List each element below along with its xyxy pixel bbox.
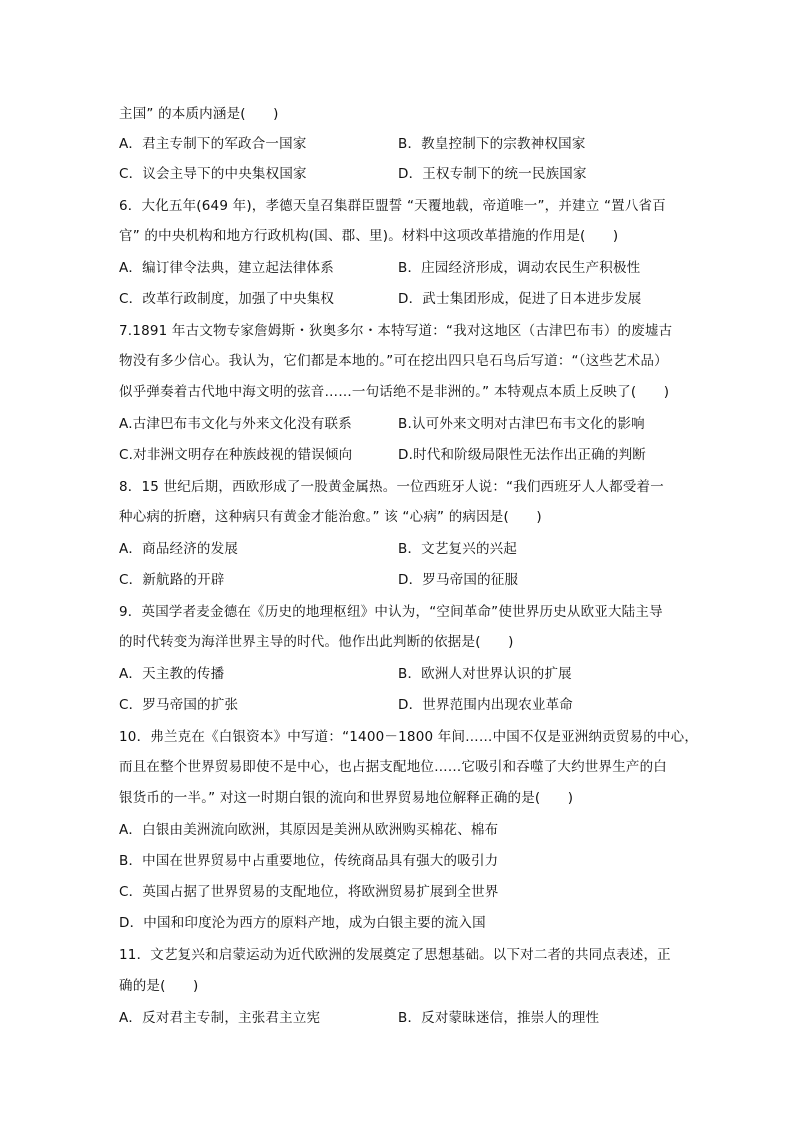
q5-option-a: A．君主专制下的军政合一国家 bbox=[119, 136, 307, 152]
q11-option-b: B．反对蒙昧迷信，推崇人的理性 bbox=[398, 1010, 600, 1026]
q9-option-c: C．罗马帝国的扩张 bbox=[119, 697, 239, 713]
q5-option-c: C．议会主导下的中央集权国家 bbox=[119, 166, 307, 182]
q9-stem-line: 9．英国学者麦金德在《历史的地理枢纽》中认为，“空间革命”使世界历史从欧亚大陆主导 bbox=[119, 604, 663, 620]
q10-option-c: C．英国占据了世界贸易的支配地位，将欧洲贸易扩展到全世界 bbox=[119, 884, 499, 900]
q5-option-b: B．教皇控制下的宗教神权国家 bbox=[398, 136, 586, 152]
q7-stem-line: 似乎弹奏着古代地中海文明的弦音……一句话绝不是非洲的。” 本特观点本质上反映了( ) bbox=[119, 384, 670, 400]
q7-stem-line: 物没有多少信心。我认为，它们都是本地的。”可在挖出四只皂石鸟后写道：“（这些艺术品） bbox=[119, 353, 668, 369]
q7-option-a: A.古津巴布韦文化与外来文化没有联系 bbox=[119, 416, 352, 432]
q8-option-b: B．文艺复兴的兴起 bbox=[398, 541, 518, 557]
q6-option-b: B．庄园经济形成，调动农民生产积极性 bbox=[398, 260, 641, 276]
q6-option-a: A．编订律令法典，建立起法律体系 bbox=[119, 260, 334, 276]
q10-stem-line: 银货币的一半。” 对这一时期白银的流向和世界贸易地位解释正确的是( ) bbox=[119, 790, 574, 806]
q5-stem-line: 主国” 的本质内涵是( ) bbox=[119, 106, 279, 122]
q10-option-d: D．中国和印度沦为西方的原料产地，成为白银主要的流入国 bbox=[119, 915, 486, 931]
q10-option-b: B．中国在世界贸易中占重要地位，传统商品具有强大的吸引力 bbox=[119, 853, 499, 869]
q5-option-d: D．王权专制下的统一民族国家 bbox=[398, 166, 587, 182]
q7-option-d: D.时代和阶级局限性无法作出正确的判断 bbox=[398, 447, 646, 463]
q7-stem-line: 7.1891 年古文物专家詹姆斯・狄奥多尔・本特写道：“我对这地区（古津巴布韦）的废墟古 bbox=[119, 323, 673, 339]
q8-stem-line: 种心病的折磨，这种病只有黄金才能治愈。” 该 “心病” 的病因是( ) bbox=[119, 509, 542, 525]
q10-option-a: A．白银由美洲流向欧洲，其原因是美洲从欧洲购买棉花、棉布 bbox=[119, 822, 499, 838]
q9-option-d: D．世界范围内出现农业革命 bbox=[398, 697, 573, 713]
q7-option-c: C.对非洲文明存在种族歧视的错误倾向 bbox=[119, 447, 353, 463]
q8-option-a: A．商品经济的发展 bbox=[119, 541, 239, 557]
q9-stem-line: 的时代转变为海洋世界主导的时代。他作出此判断的依据是( ) bbox=[119, 634, 514, 650]
q9-option-b: B．欧洲人对世界认识的扩展 bbox=[398, 666, 572, 682]
q11-option-a: A．反对君主专制，主张君主立宪 bbox=[119, 1010, 321, 1026]
q6-stem-line: 6．大化五年(649 年)，孝德天皇召集群臣盟誓 “天覆地载，帝道唯一”，并建立 “置八省百 bbox=[119, 198, 666, 214]
q6-option-d: D．武士集团形成，促进了日本进步发展 bbox=[398, 291, 642, 307]
q8-stem-line: 8．15 世纪后期，西欧形成了一股黄金属热。一位西班牙人说：“我们西班牙人人都受着一 bbox=[119, 479, 664, 495]
q11-stem-line: 确的是( ) bbox=[119, 978, 199, 994]
q10-stem-line: 而且在整个世界贸易即使不是中心，也占据支配地位……它吸引和吞噬了大约世界生产的白 bbox=[119, 759, 667, 775]
q9-option-a: A．天主教的传播 bbox=[119, 666, 225, 682]
q6-option-c: C．改革行政制度，加强了中央集权 bbox=[119, 291, 335, 307]
q7-option-b: B.认可外来文明对古津巴布韦文化的影响 bbox=[398, 416, 645, 432]
q8-option-d: D．罗马帝国的征服 bbox=[398, 572, 519, 588]
q8-option-c: C．新航路的开辟 bbox=[119, 572, 225, 588]
q11-stem-line: 11．文艺复兴和启蒙运动为近代欧洲的发展奠定了思想基础。以下对二者的共同点表述，正 bbox=[119, 947, 671, 963]
q6-stem-line: 官” 的中央机构和地方行政机构(国、郡、里)。材料中这项改革措施的作用是( ) bbox=[119, 228, 619, 244]
q10-stem-line: 10．弗兰克在《白银资本》中写道：“1400－1800 年间……中国不仅是亚洲纳贡贸易的中心， bbox=[119, 729, 699, 745]
